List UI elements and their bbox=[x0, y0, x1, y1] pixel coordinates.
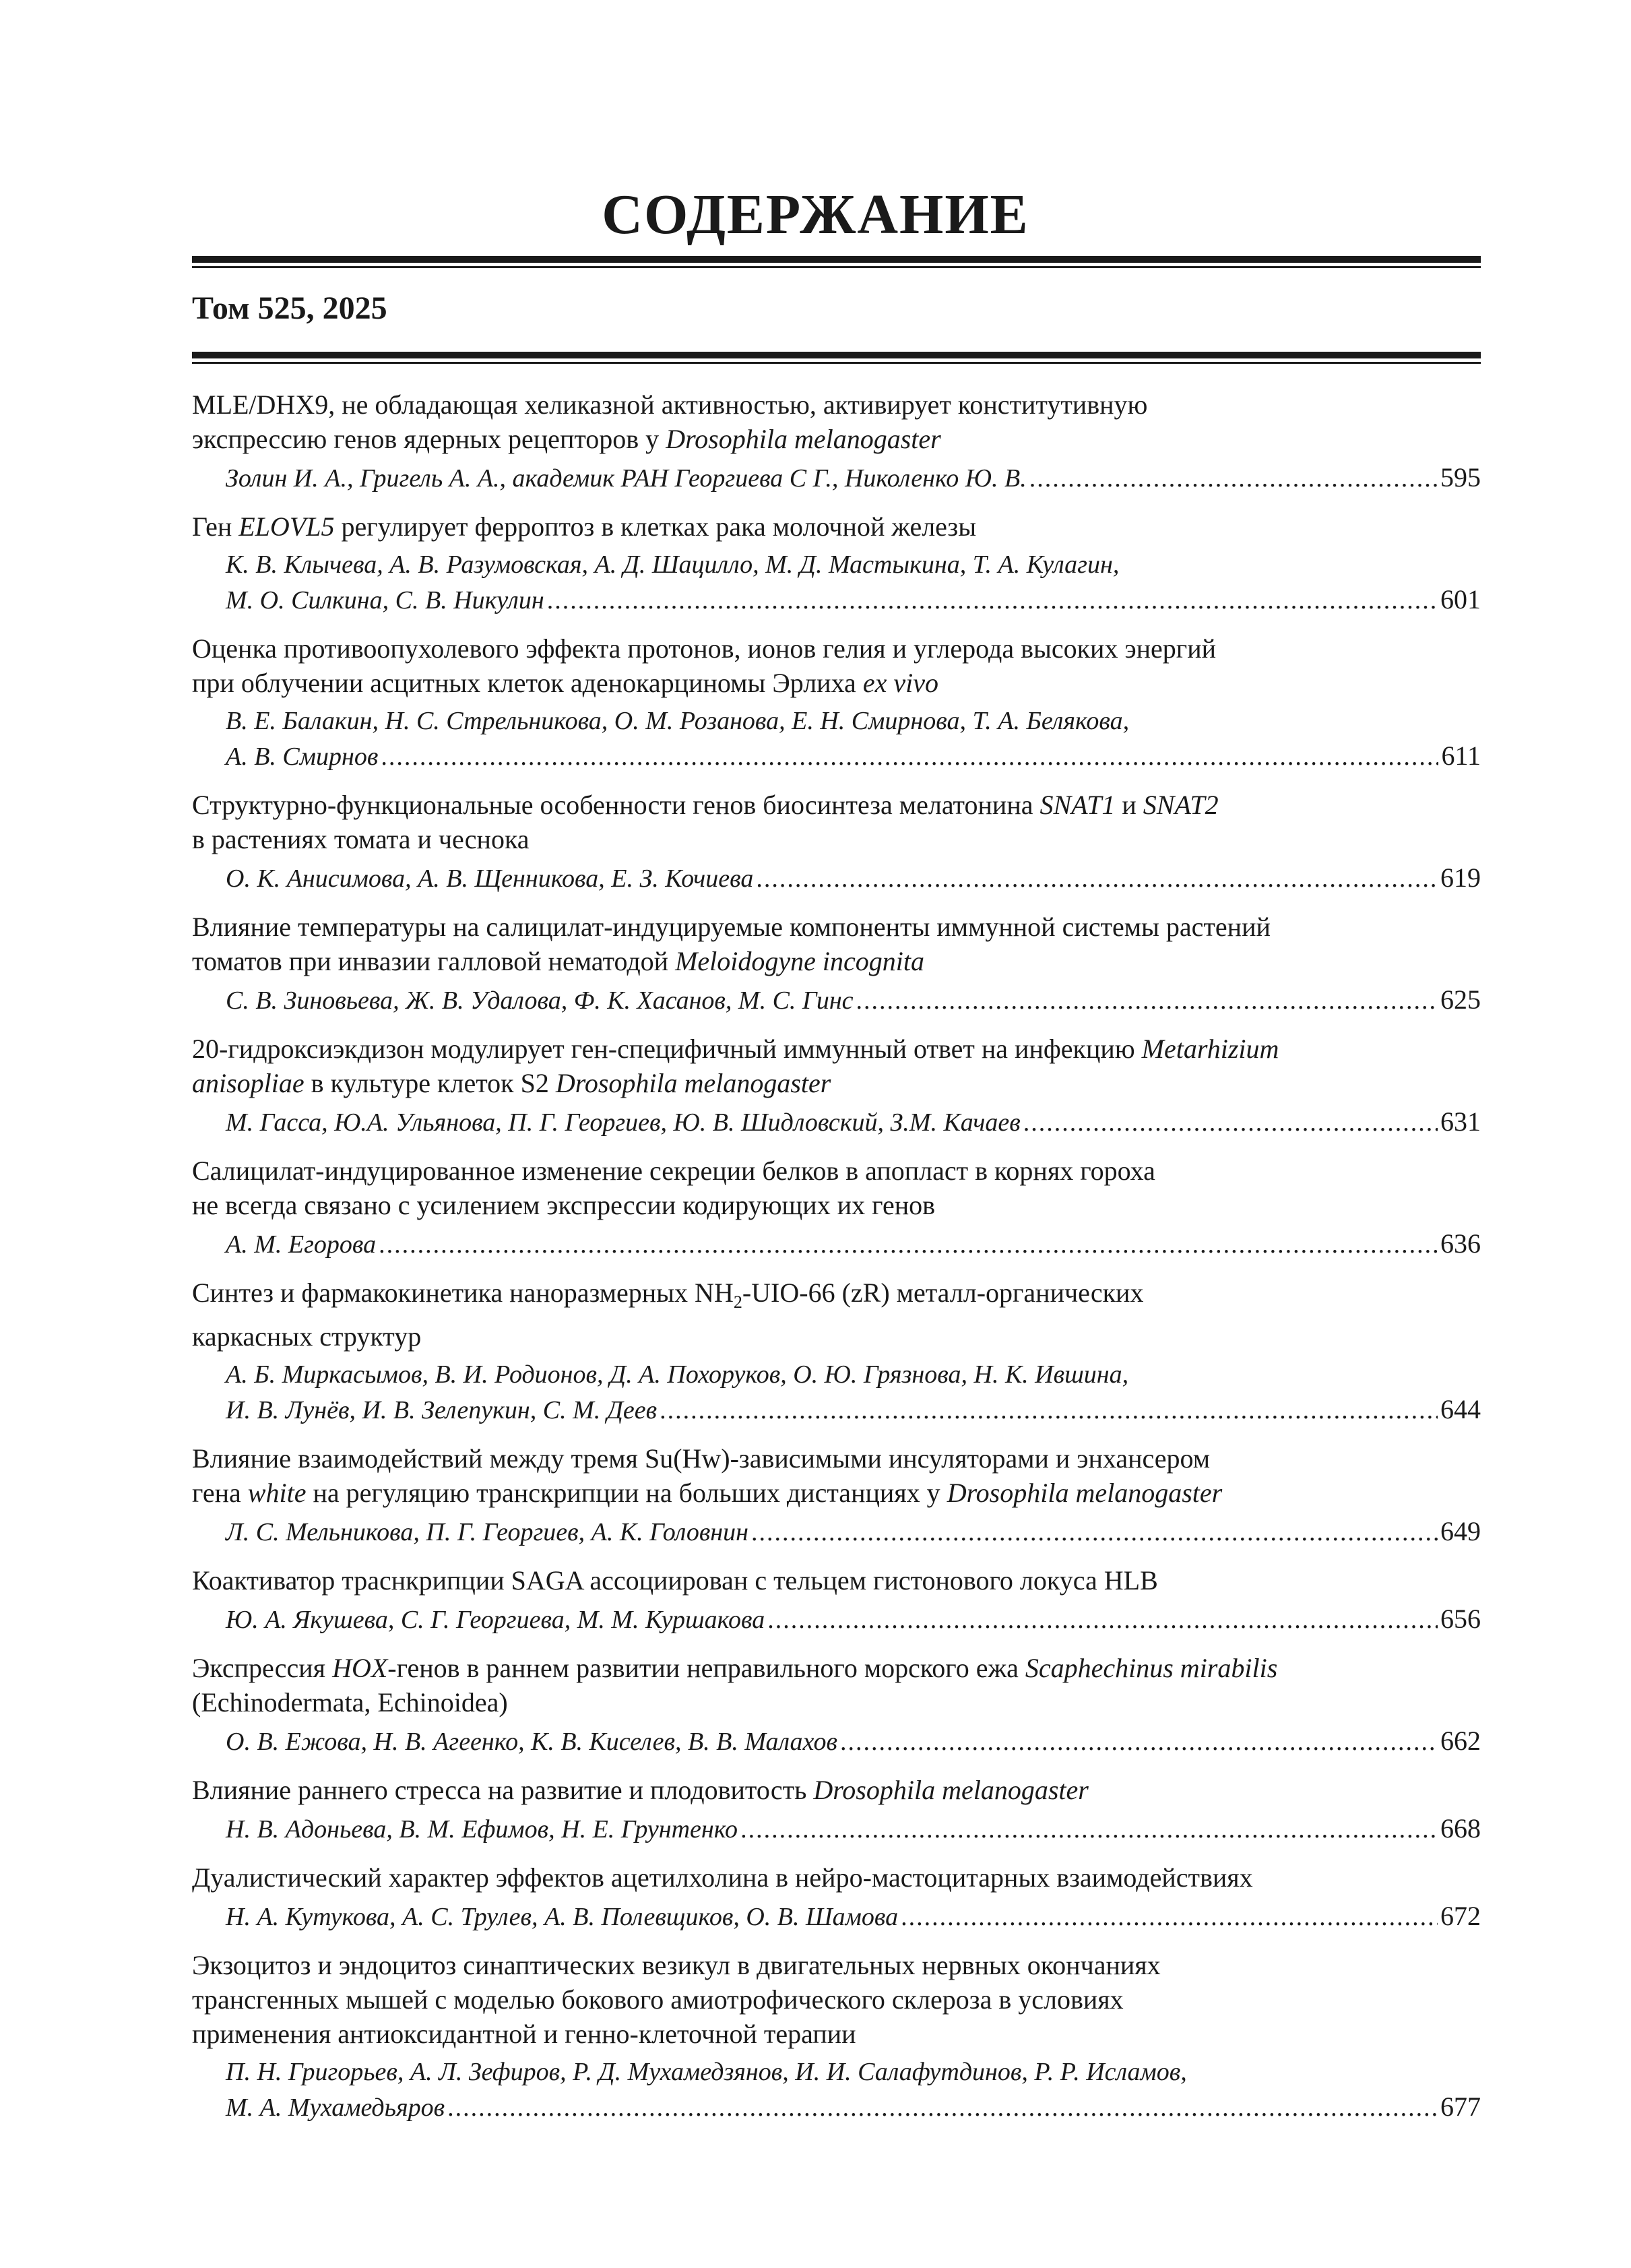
page-number: 625 bbox=[1440, 984, 1481, 1015]
toc-entry bbox=[192, 1773, 1481, 1847]
dot-leader bbox=[381, 740, 1438, 774]
article-authors bbox=[192, 1811, 1481, 1847]
toc-entry bbox=[192, 1441, 1481, 1550]
page-number: 662 bbox=[1440, 1726, 1481, 1756]
toc-entry bbox=[192, 509, 1481, 618]
authors-line: О. К. Анисимова, А. В. Щенникова, Е. З. Кочиева bbox=[226, 864, 754, 893]
article-authors bbox=[192, 1358, 1481, 1428]
authors-line: М. О. Силкина, С. В. Никулин bbox=[226, 586, 544, 615]
page-number: 656 bbox=[1440, 1604, 1481, 1634]
authors-line-with-page bbox=[226, 1724, 1481, 1759]
dot-leader bbox=[740, 1813, 1438, 1847]
authors-line-with-page bbox=[226, 2089, 1481, 2125]
article-title: Структурно-функциональные особенности генов биосинтеза мелатонина SNAT1 и SNAT2 в растениях томата и чеснока bbox=[192, 790, 1219, 854]
article-title: Салицилат-индуцированное изменение секреции белков в апопласт в корнях гороха не всегда связано с усилением экспрессии кодирующих их генов bbox=[192, 1156, 1155, 1220]
article-title: 20-гидроксиэкдизон модулирует ген-специфичный иммунный ответ на инфекцию Metarhizium anisopliae в культуре клеток S2 Drosophila melanogaster bbox=[192, 1034, 1279, 1098]
rule-thin-line bbox=[192, 362, 1481, 364]
toc-entry bbox=[192, 1032, 1481, 1140]
page-number: 631 bbox=[1440, 1106, 1481, 1137]
bottom-double-rule bbox=[192, 352, 1481, 364]
authors-line-with-page bbox=[226, 738, 1481, 774]
article-authors bbox=[192, 2055, 1481, 2125]
authors-line-with-page bbox=[226, 1811, 1481, 1847]
toc-entry bbox=[192, 1154, 1481, 1262]
authors-line: М. А. Мухамедьяров bbox=[226, 2093, 445, 2122]
authors-line: А. Б. Миркасымов, В. И. Родионов, Д. А. Похоруков, О. Ю. Грязнова, Н. К. Ившина, bbox=[226, 1360, 1129, 1389]
dot-leader bbox=[767, 1603, 1438, 1637]
article-title: Ген ELOVL5 регулирует ферроптоз в клетках рака молочной железы bbox=[192, 511, 977, 542]
article-title: Влияние раннего стресса на развитие и плодовитость Drosophila melanogaster bbox=[192, 1775, 1089, 1805]
dot-leader bbox=[751, 1515, 1438, 1550]
page-number: 636 bbox=[1440, 1228, 1481, 1259]
authors-line: Ю. А. Якушева, С. Г. Георгиева, М. М. Куршакова bbox=[226, 1606, 765, 1634]
dot-leader bbox=[1029, 462, 1438, 496]
dot-leader bbox=[1023, 1106, 1438, 1140]
authors-line-with-page bbox=[226, 582, 1481, 618]
authors-line: Н. А. Кутукова, А. С. Трулев, А. В. Полевщиков, О. В. Шамова bbox=[226, 1903, 899, 1931]
page-number: 619 bbox=[1440, 862, 1481, 893]
article-title: Оценка противоопухолевого эффекта протонов, ионов гелия и углерода высоких энергий при облучении асцитных клеток аденокарциномы Эрлиха ex vivo bbox=[192, 633, 1216, 698]
authors-line-with-page bbox=[226, 1899, 1481, 1934]
toc-entry bbox=[192, 1948, 1481, 2125]
authors-line-with-page bbox=[226, 1602, 1481, 1637]
authors-line-with-page bbox=[226, 1514, 1481, 1550]
article-authors bbox=[192, 1602, 1481, 1637]
article-authors bbox=[192, 460, 1481, 496]
authors-line-with-page bbox=[226, 1392, 1481, 1428]
page-number: 601 bbox=[1440, 584, 1481, 615]
authors-line: С. В. Зиновьева, Ж. В. Удалова, Ф. К. Хасанов, М. С. Гинс bbox=[226, 986, 854, 1015]
article-authors bbox=[192, 1899, 1481, 1934]
authors-line-with-page bbox=[226, 460, 1481, 496]
authors-line: Л. С. Мельникова, П. Г. Георгиев, А. К. Головнин bbox=[226, 1518, 749, 1546]
toc-entry bbox=[192, 910, 1481, 1018]
authors-line: В. Е. Балакин, Н. С. Стрельникова, О. М. Розанова, Е. Н. Смирнова, Т. А. Белякова, bbox=[226, 707, 1130, 735]
article-authors bbox=[192, 548, 1481, 618]
authors-line: К. В. Клычева, А. В. Разумовская, А. Д. Шацилло, М. Д. Мастыкина, Т. А. Кулагин, bbox=[226, 550, 1120, 579]
top-double-rule bbox=[192, 256, 1481, 268]
dot-leader bbox=[379, 1228, 1438, 1262]
article-authors bbox=[192, 982, 1481, 1018]
article-authors bbox=[192, 1226, 1481, 1262]
article-authors bbox=[192, 704, 1481, 774]
article-title: Влияние температуры на салицилат-индуцируемые компоненты иммунной системы растений томатов при инвазии галловой нематодой Meloidogyne incognita bbox=[192, 912, 1271, 976]
page-number: 644 bbox=[1440, 1394, 1481, 1424]
toc-entry bbox=[192, 1275, 1481, 1428]
authors-line: А. В. Смирнов bbox=[226, 743, 379, 771]
authors-line: О. В. Ежова, Н. В. Агеенко, К. В. Киселев, В. В. Малахов bbox=[226, 1728, 837, 1756]
authors-line-with-page bbox=[226, 860, 1481, 896]
page-number: 595 bbox=[1440, 462, 1481, 493]
article-title: Дуалистический характер эффектов ацетилхолина в нейро-мастоцитарных взаимодействиях bbox=[192, 1862, 1253, 1893]
article-title: Экспрессия HOX-генов в раннем развитии неправильного морского ежа Scaphechinus mirabilis (Echinodermata, Echinoidea) bbox=[192, 1653, 1278, 1718]
toc-entry bbox=[192, 387, 1481, 496]
toc-entry bbox=[192, 1860, 1481, 1934]
article-title: Коактиватор траснкрипции SAGA ассоциирован с тельцем гистонового локуса HLB bbox=[192, 1565, 1158, 1596]
page-number: 611 bbox=[1441, 741, 1481, 771]
page-number: 668 bbox=[1440, 1813, 1481, 1844]
page-number: 677 bbox=[1440, 2091, 1481, 2122]
article-title: Синтез и фармакокинетика наноразмерных $NH_2-UIO-66$ (zR) металл-органических каркасных структур bbox=[192, 1278, 1144, 1352]
dot-leader bbox=[447, 2091, 1438, 2125]
authors-line: П. Н. Григорьев, А. Л. Зефиров, Р. Д. Мухамедзянов, И. И. Салафутдинов, Р. Р. Исламов, bbox=[226, 2058, 1187, 2086]
rule-thick-line bbox=[192, 256, 1481, 263]
volume-label: Том 525, 2025 bbox=[192, 290, 387, 326]
authors-line-with-page bbox=[226, 1226, 1481, 1262]
authors-line-with-page bbox=[226, 982, 1481, 1018]
dot-leader bbox=[856, 984, 1438, 1018]
article-title: Экзоцитоз и эндоцитоз синаптических везикул в двигательных нервных окончаниях трансгенных мышей с моделью бокового амиотрофического склероза в условиях применения антиоксидантной и генно-клеточной терапии bbox=[192, 1950, 1161, 2049]
authors-line: М. Гасса, Ю.А. Ульянова, П. Г. Георгиев, Ю. В. Шидловский, З.М. Качаев bbox=[226, 1108, 1021, 1137]
article-authors bbox=[192, 1514, 1481, 1550]
rule-thick-line bbox=[192, 352, 1481, 358]
article-authors bbox=[192, 1724, 1481, 1759]
authors-line: Золин И. А., Григель А. А., академик РАН Георгиева С Г., Николенко Ю. В. bbox=[226, 464, 1027, 493]
dot-leader bbox=[901, 1900, 1438, 1934]
table-of-contents bbox=[192, 387, 1481, 2139]
article-title: Влияние взаимодействий между тремя Su(Hw)-зависимыми инсуляторами и энхансером гена white на регуляцию транскрипции на больших дистанциях у Drosophila melanogaster bbox=[192, 1443, 1223, 1508]
toc-entry bbox=[192, 1563, 1481, 1637]
toc-entry bbox=[192, 1651, 1481, 1759]
article-authors bbox=[192, 860, 1481, 896]
authors-line: А. М. Егорова bbox=[226, 1230, 377, 1259]
page-number: 649 bbox=[1440, 1516, 1481, 1546]
dot-leader bbox=[756, 862, 1438, 896]
article-title: MLE/DHX9, не обладающая хеликазной активностью, активирует конститутивную экспрессию генов ядерных рецепторов у Drosophila melanogaster bbox=[192, 389, 1148, 454]
dot-leader bbox=[840, 1725, 1438, 1759]
page-title: СОДЕРЖАНИЕ bbox=[602, 183, 1029, 246]
toc-entry bbox=[192, 788, 1481, 896]
toc-entry bbox=[192, 631, 1481, 774]
authors-line: И. В. Лунёв, И. В. Зелепукин, С. М. Деев bbox=[226, 1396, 658, 1424]
dot-leader bbox=[660, 1393, 1438, 1428]
dot-leader bbox=[547, 584, 1438, 618]
authors-line-with-page bbox=[226, 1104, 1481, 1140]
authors-line: Н. В. Адоньева, В. М. Ефимов, Н. Е. Грунтенко bbox=[226, 1815, 738, 1844]
page-number: 672 bbox=[1440, 1901, 1481, 1931]
rule-thin-line bbox=[192, 266, 1481, 268]
article-authors bbox=[192, 1104, 1481, 1140]
